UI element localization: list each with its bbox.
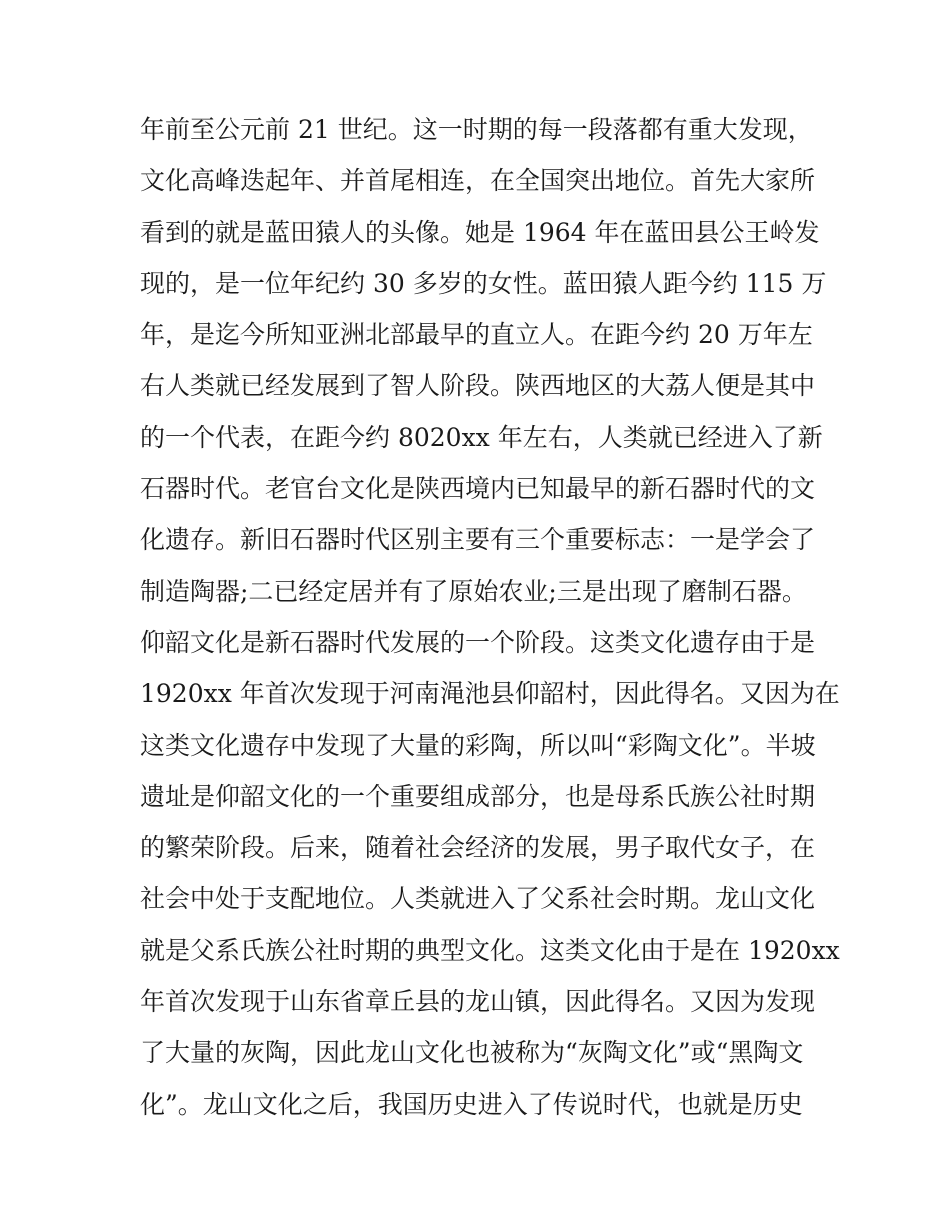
text-line: 了大量的灰陶，因此龙山文化也被称为“灰陶文化”或“黑陶文 xyxy=(140,1038,804,1068)
text-line: 石器时代。老官台文化是陕西境内已知最早的新石器时代的文 xyxy=(140,474,816,504)
text-line: 这类文化遗存中发现了大量的彩陶，所以叫“彩陶文化”。半坡 xyxy=(140,730,816,760)
text-line: 化遗存。新旧石器时代区别主要有三个重要标志：一是学会了 xyxy=(140,525,816,555)
text-line: 1920xx 年首次发现于河南渑池县仰韶村，因此得名。又因为在 xyxy=(140,679,840,709)
text-line: 的一个代表，在距今约 8020xx 年左右，人类就已经进入了新 xyxy=(140,422,823,452)
text-line: 现的，是一位年纪约 30 多岁的女性。蓝田猿人距今约 115 万 xyxy=(140,268,827,298)
body-text xyxy=(140,104,840,1130)
text-line: 看到的就是蓝田猿人的头像。她是 1964 年在蓝田县公王岭发 xyxy=(140,217,820,247)
text-line: 年前至公元前 21 世纪。这一时期的每一段落都有重大发现， xyxy=(140,115,813,144)
text-line: 年，是迄今所知亚洲北部最早的直立人。在距今约 20 万年左 xyxy=(140,320,813,350)
text-line: 的繁荣阶段。后来，随着社会经济的发展，男子取代女子，在 xyxy=(140,833,816,863)
text-line: 右人类就已经发展到了智人阶段。陕西地区的大荔人便是其中 xyxy=(140,371,816,401)
text-line: 就是父系氏族公社时期的典型文化。这类文化由于是在 1920xx xyxy=(140,935,840,965)
text-line: 仰韶文化是新石器时代发展的一个阶段。这类文化遗存由于是 xyxy=(140,627,816,657)
text-line: 制造陶器;二已经定居并有了原始农业;三是出现了磨制石器。 xyxy=(140,576,807,606)
text-line: 社会中处于支配地位。人类就进入了父系社会时期。龙山文化 xyxy=(140,884,816,914)
text-line: 遗址是仰韶文化的一个重要组成部分，也是母系氏族公社时期 xyxy=(140,781,816,811)
text-line: 年首次发现于山东省章丘县的龙山镇，因此得名。又因为发现 xyxy=(140,987,816,1017)
text-line: 化”。龙山文化之后，我国历史进入了传说时代，也就是历史 xyxy=(140,1089,803,1119)
text-line: 文化高峰迭起年、并首尾相连，在全国突出地位。首先大家所 xyxy=(140,166,816,196)
